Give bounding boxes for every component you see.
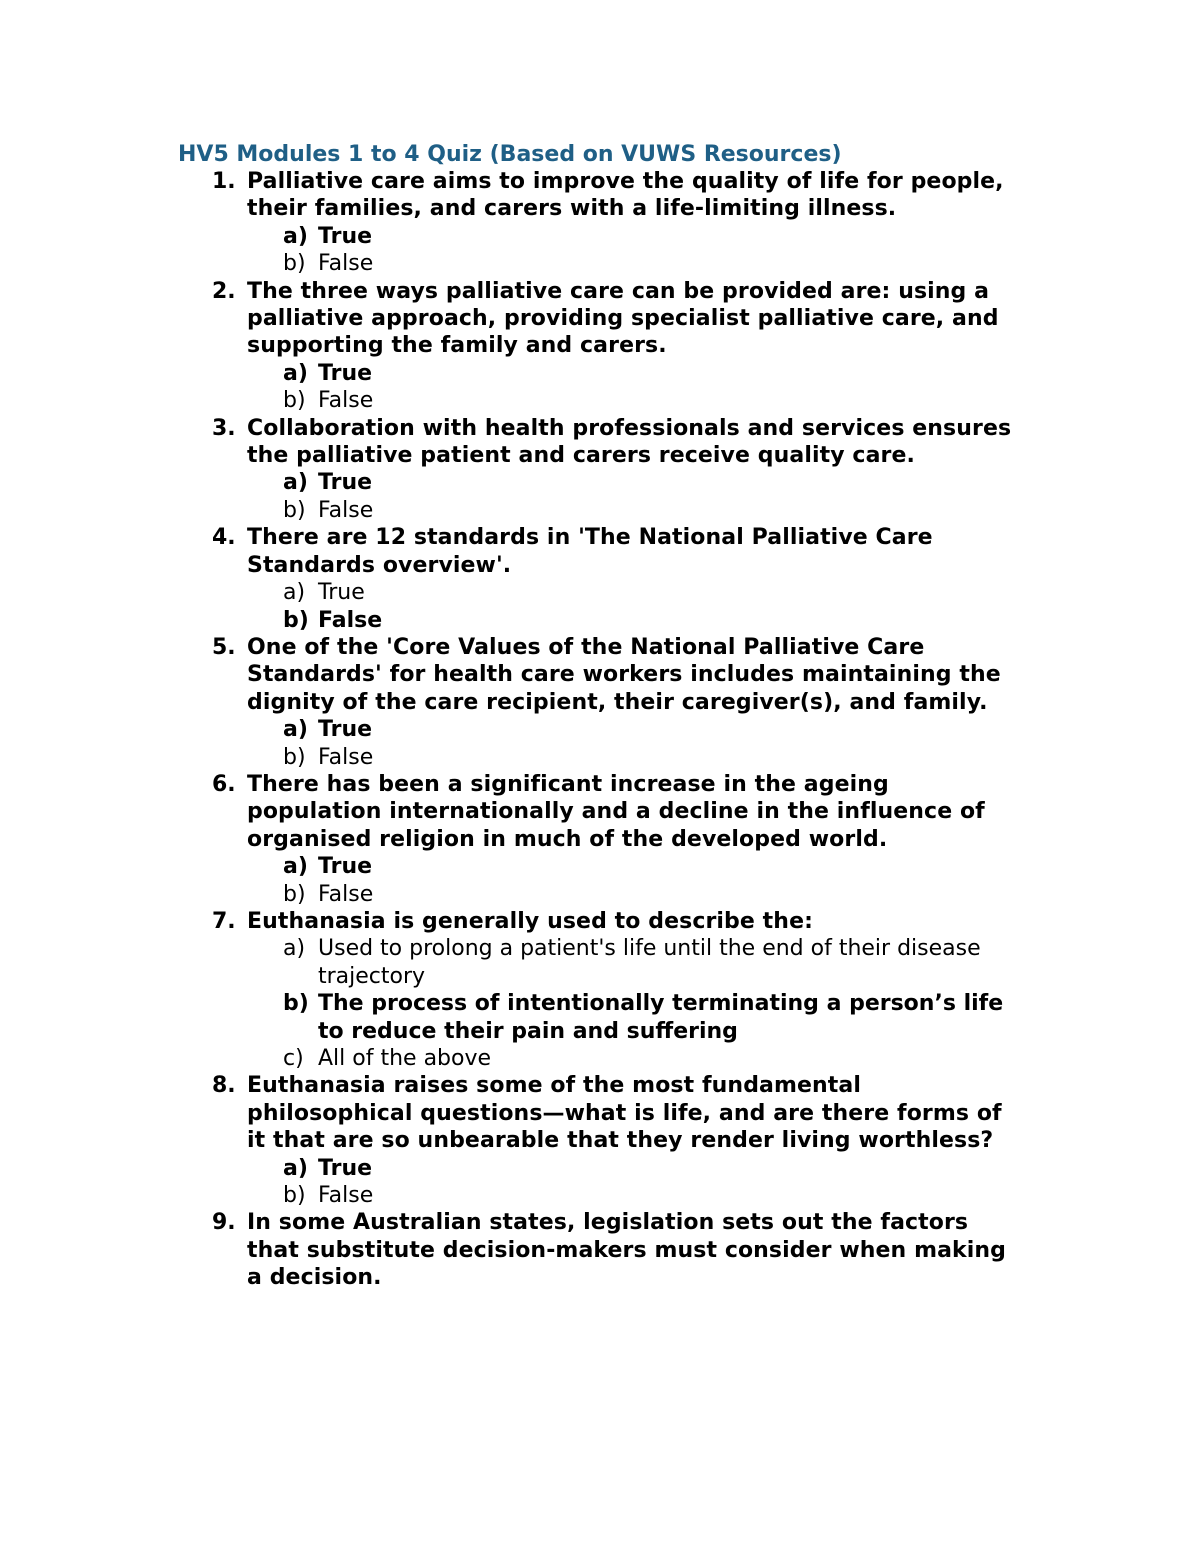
option-letter: b) — [283, 1183, 306, 1209]
answer-options — [0, 469, 1200, 524]
option-text: True — [318, 717, 373, 743]
question-text: Palliative care aims to improve the quality of life for people, their families, and carers with a life-limiting illness. — [247, 169, 1004, 222]
question-text: There has been a significant increase in the ageing population internationally and a decline in the influence of organised religion in much of the developed world. — [247, 771, 985, 852]
option-letter: a) — [283, 360, 308, 386]
option-letter: a) — [283, 854, 308, 880]
answer-option — [0, 497, 1200, 524]
answer-option — [0, 579, 1200, 606]
answer-option — [0, 1182, 1200, 1209]
question-item — [0, 634, 1200, 771]
question-number: 2. — [212, 278, 236, 304]
question-number: 9. — [212, 1210, 236, 1236]
answer-option — [0, 935, 1200, 990]
option-letter: a) — [283, 580, 306, 606]
answer-options — [0, 716, 1200, 771]
option-text: True — [318, 1155, 373, 1181]
answer-options — [0, 935, 1200, 1072]
option-letter: a) — [283, 717, 308, 743]
answer-option — [0, 387, 1200, 414]
answer-option — [0, 1045, 1200, 1072]
option-text: False — [318, 251, 374, 277]
question-number: 6. — [212, 771, 236, 797]
option-text: True — [318, 854, 373, 880]
question-number: 1. — [212, 169, 236, 194]
question-text: The three ways palliative care can be provided are: using a palliative approach, providing specialist palliative care, and supporting the family and carers. — [247, 278, 999, 359]
answer-option-selected — [0, 607, 1200, 634]
question-number: 4. — [212, 525, 236, 551]
option-text: False — [318, 1183, 374, 1209]
page-title: HV5 Modules 1 to 4 Quiz (Based on VUWS Resources) — [178, 142, 842, 167]
question-text: One of the 'Core Values of the National Palliative Care Standards' for health care workers includes maintaining the dignity of the care recipient, their caregiver(s), and family. — [247, 634, 1001, 715]
question-number: 7. — [212, 908, 236, 934]
option-text: False — [318, 744, 374, 770]
answer-option — [0, 881, 1200, 908]
option-text: True — [318, 470, 373, 496]
option-letter: b) — [283, 881, 306, 907]
option-text: The process of intentionally terminating a person’s life to reduce their pain and suffering — [318, 991, 1004, 1044]
question-text: Euthanasia raises some of the most fundamental philosophical questions—what is life, and are there forms of it that are so unbearable that they render living worthless? — [247, 1073, 1002, 1154]
question-item — [0, 524, 1200, 634]
option-text: False — [318, 497, 374, 523]
option-letter: a) — [283, 1155, 308, 1181]
question-number: 5. — [212, 634, 236, 660]
answer-options — [0, 223, 1200, 278]
option-letter: b) — [283, 607, 309, 633]
option-letter: b) — [283, 388, 306, 414]
option-letter: a) — [283, 223, 308, 249]
question-item — [0, 415, 1200, 525]
question-item — [0, 1209, 1200, 1291]
question-item — [0, 908, 1200, 1072]
answer-option-selected — [0, 223, 1200, 250]
option-text: True — [318, 223, 373, 249]
option-letter: a) — [283, 470, 308, 496]
answer-options — [0, 360, 1200, 415]
question-item — [0, 1072, 1200, 1209]
option-text: True — [318, 580, 365, 606]
option-text: False — [318, 388, 374, 414]
option-text: False — [318, 881, 374, 907]
option-text: True — [318, 360, 373, 386]
question-text: There are 12 standards in 'The National Palliative Care Standards overview'. — [247, 525, 933, 578]
option-letter: b) — [283, 497, 306, 523]
option-letter: b) — [283, 991, 309, 1017]
answer-option-selected — [0, 990, 1200, 1045]
option-text: All of the above — [318, 1046, 492, 1071]
question-item — [0, 278, 1200, 415]
answer-option-selected — [0, 716, 1200, 743]
option-letter: a) — [283, 936, 306, 962]
answer-options — [0, 853, 1200, 908]
answer-option-selected — [0, 469, 1200, 496]
question-number: 3. — [212, 415, 236, 441]
question-text: Collaboration with health professionals and services ensures the palliative patient and carers receive quality care. — [247, 415, 1012, 469]
question-number: 8. — [212, 1073, 236, 1099]
question-list — [0, 168, 1200, 1292]
answer-option-selected — [0, 360, 1200, 387]
answer-option — [0, 250, 1200, 277]
option-letter: c) — [283, 1046, 304, 1071]
answer-option-selected — [0, 853, 1200, 880]
answer-options — [0, 1155, 1200, 1210]
answer-option-selected — [0, 1155, 1200, 1182]
answer-options — [0, 579, 1200, 634]
question-text: In some Australian states, legislation sets out the factors that substitute decision-makers must consider when making a decision. — [247, 1210, 1007, 1291]
question-item — [0, 168, 1200, 278]
option-letter: b) — [283, 744, 306, 770]
question-text: Euthanasia is generally used to describe the: — [247, 908, 813, 934]
option-letter: b) — [283, 251, 306, 277]
answer-option — [0, 744, 1200, 771]
option-text: False — [318, 607, 383, 633]
question-item — [0, 771, 1200, 908]
option-text: Used to prolong a patient's life until the end of their disease trajectory — [318, 936, 981, 989]
